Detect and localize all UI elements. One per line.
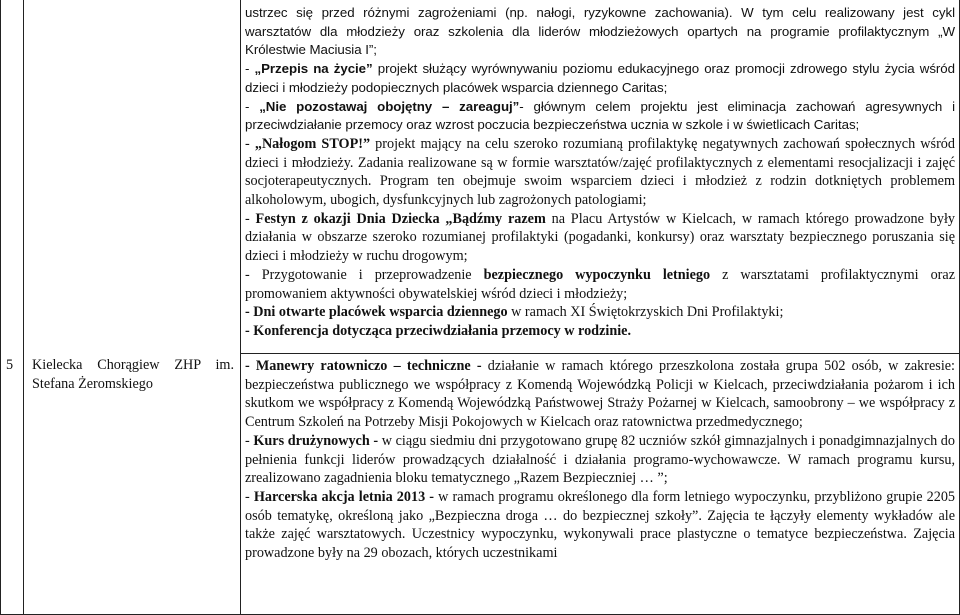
item-text: w ramach programu określonego dla form letniego wypoczynku, przybliżono grupie 2205 osób tematykę, określoną jako „Bezpieczna droga … do bezpiecznej szkoły”. Zajęcia te łączyły elementy wykładów ale także zajęć warsztatowych. Uczestnicy wypoczynku, wykonywali prace plastyczne o tematyce bezpieczeństwa. Zajęcia prowadzone były na 29 obozach, których uczestnikami — [245, 488, 956, 562]
item-text: - głównym celem projektu jest eliminacja zachowań agresywnych i przeciwdziałanie przemocy oraz wzrost poczucia bezpieczeństwa ucznia w szkole i w świetlicach Caritas; — [245, 98, 955, 133]
activities-text-upper — [241, 0, 959, 341]
item-title: bezpiecznego wypoczynku letniego — [483, 266, 711, 283]
activities-cell-upper — [241, 0, 960, 354]
item-title: - Manewry ratowniczo – techniczne - — [245, 358, 482, 374]
table-row — [1, 0, 960, 354]
row-number: 5 — [6, 357, 14, 373]
row-number-cell — [1, 0, 24, 615]
list-item — [245, 60, 955, 97]
paragraph-intro — [245, 4, 955, 60]
item-text: na Placu Artystów w Kielcach, w ramach którego prowadzone były działania w obszarze szeroko rozumianej profilaktyki (pogadanki, konkursy) oraz warsztaty bezpiecznego poruszania się dzieci i młodzieży w ruchu drogowym; — [245, 210, 955, 265]
list-dash: - — [245, 488, 254, 505]
item-title: „Nie pozostawaj obojętny – zareaguj” — [259, 98, 520, 114]
list-item — [245, 322, 955, 341]
item-text: projekt mający na celu szeroko rozumianą profilaktykę negatywnych zachowań społecznych wśród dzieci i młodzieży. Zadania realizowane są w formie warsztatów/zajęć profilaktycznych z elementami resocjalizacji i zajęć socjoterapeutycznych. Program ten obejmuje swoim wsparciem dzieci i młodzież z rodzin dotkniętych problemem alkoholowym, ubogich, dysfunkcyjnych lub zagrożonych patologiami; — [245, 135, 955, 209]
list-item — [245, 266, 955, 303]
list-dash: - — [245, 61, 255, 77]
list-item — [245, 135, 955, 210]
item-title: Kurs drużynowych - — [253, 432, 379, 449]
list-item — [245, 303, 955, 322]
list-dash: - — [245, 210, 256, 227]
activities-text-lower — [241, 354, 959, 563]
list-dash: - — [245, 98, 260, 114]
list-item — [245, 488, 955, 563]
list-item — [245, 98, 955, 135]
list-dash: - — [245, 135, 255, 152]
organization-name-cell — [24, 0, 241, 615]
activities-cell-lower — [241, 354, 960, 615]
item-title: - Dni otwarte placówek wsparcia dziennego — [245, 304, 508, 321]
item-text: projekt służący wyrównywaniu poziomu edukacyjnego oraz promocji zdrowego stylu życia wśród dzieci i młodzieży podopiecznych placówek wsparcia dziennego Caritas; — [245, 61, 955, 95]
item-text: działanie w ramach którego przeszkolona została grupa 502 osób, w zakresie: bezpieczeństwa publicznego we współpracy z Komendą Wojewódzką Policji w Kielcach, przeciwdziałania pożarom i ich skutkom we współpracy z Komendą Wojewódzką Państwowej Straży Pożarnej w Kielcach, samoobrony – we współpracy z Centrum Szkoleń na Potrzeby Misji Pokojowych w Kielcach oraz ratownictwa przedmedycznego; — [245, 358, 956, 431]
list-item — [245, 357, 955, 432]
list-item — [245, 432, 955, 488]
intro-text: ustrzec się przed różnymi zagrożeniami (np. nałogi, ryzykowne zachowania). — [245, 5, 733, 20]
organization-name: Kielecka Chorągiew ZHP im. Stefana Żeromskiego — [32, 357, 234, 392]
item-text: w ramach XI Świętokrzyskich Dni Profilaktyki; — [507, 304, 784, 321]
item-title: - Konferencja dotycząca przeciwdziałania przemocy w rodzinie. — [245, 322, 631, 339]
list-dash: - — [245, 432, 254, 449]
item-text: z warsztatami profilaktycznymi oraz promowaniem aktywności obywatelskiej wśród dzieci i młodzieży; — [245, 266, 955, 302]
item-title: Festyn z okazji Dnia Dziecka „Bądźmy razem — [255, 210, 546, 227]
list-item — [245, 210, 955, 266]
item-title: „Nałogom STOP!” — [254, 135, 371, 152]
item-title: „Przepis na życie” — [254, 61, 373, 77]
item-text: - Przygotowanie i przeprowadzenie — [245, 266, 484, 283]
item-text: w ciągu siedmiu dni przygotowano grupę 82 uczniów szkół gimnazjalnych i ponadgimnazjalnych do pełnienia funkcji liderów prowadzących działalność i działania programo-wychowawcze. W ramach programu kursu, zrealizowano zagadnienia bloku tematycznego „Razem Bezpieczniej … ”; — [245, 432, 955, 487]
intro-text-continued: W tym celu realizowany jest cykl warsztatów dla młodzieży oraz szkolenia dla liderów młodzieżowych opartych na programie profilaktycznym „W Królestwie Maciusia I”; — [245, 5, 955, 58]
item-title: Harcerska akcja letnia 2013 - — [253, 488, 435, 505]
